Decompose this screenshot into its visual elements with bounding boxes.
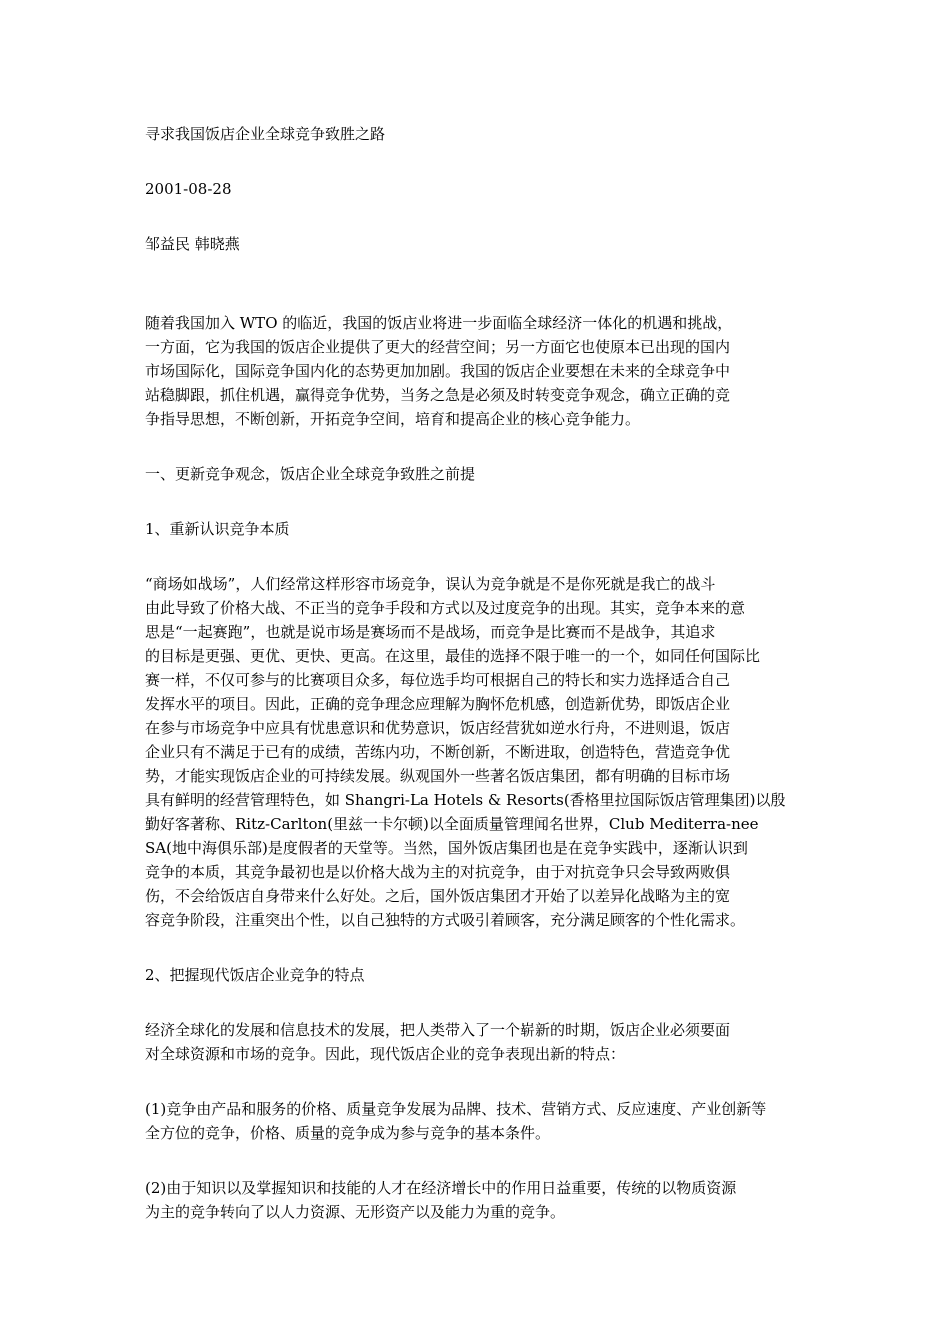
paragraph-line: (2)由于知识以及掌握知识和技能的人才在经济增长中的作用日益重要，传统的以物质资源 [145, 1179, 737, 1197]
paragraph-line: 势，才能实现饭店企业的可持续发展。纵观国外一些著名饭店集团，都有明确的目标市场 [145, 767, 731, 785]
paragraph-line: “商场如战场”，人们经常这样形容市场竞争，误认为竞争就是不是你死就是我亡的战斗 [145, 575, 716, 593]
paragraph-line: 容竞争阶段，注重突出个性，以自己独特的方式吸引着顾客，充分满足顾客的个性化需求。 [145, 911, 746, 929]
paragraph-line: SA(地中海俱乐部)是度假者的天堂等。当然，国外饭店集团也是在竞争实践中，逐渐认识到 [145, 839, 748, 857]
paragraph-line: 赛一样，不仅可参与的比赛项目众多，每位选手均可根据自己的特长和实力选择适合自己 [145, 671, 731, 689]
subsection-heading: 1、重新认识竞争本质 [145, 520, 290, 538]
paragraph-line: 由此导致了价格大战、不正当的竞争手段和方式以及过度竞争的出现。其实，竞争本来的意 [145, 599, 746, 617]
paragraph-line: 思是“一起赛跑”，也就是说市场是赛场而不是战场，而竞争是比赛而不是战争，其追求 [145, 623, 716, 641]
paragraph-line: 市场国际化，国际竞争国内化的态势更加加剧。我国的饭店企业要想在未来的全球竞争中 [145, 362, 731, 380]
paragraph-line: 勤好客著称、Ritz-Carlton(里兹一卡尔顿)以全面质量管理闻名世界，Club Mediterra-nee [145, 815, 759, 833]
article-date: 2001-08-28 [145, 180, 232, 198]
paragraph-line: 具有鲜明的经营管理特色，如 Shangri-La Hotels & Resorts(香格里拉国际饭店管理集团)以殷 [145, 791, 786, 809]
paragraph-line: 一方面，它为我国的饭店企业提供了更大的经营空间；另一方面它也使原本已出现的国内 [145, 338, 731, 356]
paragraph-line: 发挥水平的项目。因此，正确的竞争理念应理解为胸怀危机感，创造新优势，即饭店企业 [145, 695, 731, 713]
paragraph-line: 随着我国加入 WTO 的临近，我国的饭店业将进一步面临全球经济一体化的机遇和挑战， [145, 314, 733, 332]
paragraph-line: 的目标是更强、更优、更快、更高。在这里，最佳的选择不限于唯一的一个，如同任何国际比 [145, 647, 761, 665]
paragraph-line: 经济全球化的发展和信息技术的发展，把人类带入了一个崭新的时期，饭店企业必须要面 [145, 1021, 731, 1039]
section-heading: 一、更新竞争观念，饭店企业全球竞争致胜之前提 [145, 465, 476, 483]
intro-paragraph [145, 311, 810, 431]
body-paragraph [145, 1018, 810, 1066]
list-item [145, 1097, 810, 1145]
paragraph-line: 在参与市场竞争中应具有忧患意识和优势意识，饭店经营犹如逆水行舟，不进则退，饭店 [145, 719, 731, 737]
article-authors: 邹益民 韩晓燕 [145, 235, 240, 253]
document-body [145, 122, 810, 1224]
paragraph-line: 伤，不会给饭店自身带来什么好处。之后，国外饭店集团才开始了以差异化战略为主的宽 [145, 887, 731, 905]
paragraph-line: 站稳脚跟，抓住机遇，赢得竞争优势，当务之急是必须及时转变竞争观念，确立正确的竞 [145, 386, 731, 404]
article-title: 寻求我国饭店企业全球竞争致胜之路 [145, 125, 386, 143]
paragraph-line: (1)竞争由产品和服务的价格、质量竞争发展为品牌、技术、营销方式、反应速度、产业创新等 [145, 1100, 767, 1118]
paragraph-line: 对全球资源和市场的竞争。因此，现代饭店企业的竞争表现出新的特点： [145, 1045, 626, 1063]
body-paragraph [145, 572, 810, 932]
paragraph-line: 竞争的本质，其竞争最初也是以价格大战为主的对抗竞争，由于对抗竞争只会导致两败俱 [145, 863, 731, 881]
paragraph-line: 争指导思想，不断创新，开拓竞争空间，培育和提高企业的核心竞争能力。 [145, 410, 641, 428]
paragraph-line: 全方位的竞争，价格、质量的竞争成为参与竞争的基本条件。 [145, 1124, 551, 1142]
list-item [145, 1176, 810, 1224]
paragraph-line: 企业只有不满足于已有的成绩，苦练内功，不断创新，不断进取，创造特色，营造竞争优 [145, 743, 731, 761]
paragraph-line: 为主的竞争转向了以人力资源、无形资产以及能力为重的竞争。 [145, 1203, 566, 1221]
subsection-heading: 2、把握现代饭店企业竞争的特点 [145, 966, 365, 984]
